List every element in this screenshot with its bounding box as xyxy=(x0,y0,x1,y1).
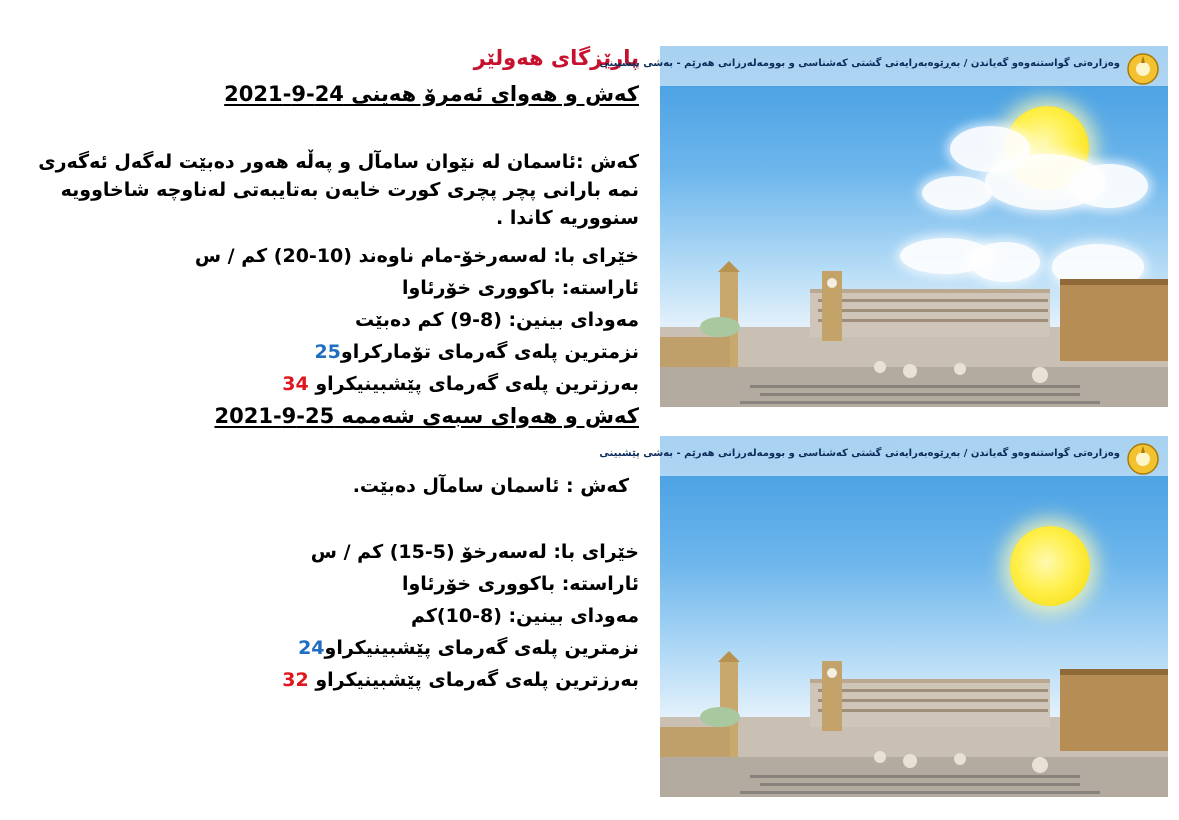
ministry-caption: وەزارەتی گواستنەوەو گەیاندن / بەڕێوەبەرایەتی گشتی کەشناسی و بوومەلەرزانی هەرێم - بەشی پێشبینی xyxy=(599,448,1120,459)
tomorrow-wind: خێرای با: لەسەرخۆ (5-15) کم / س xyxy=(310,541,639,563)
today-min-label: نزمترین پلەی گەرمای تۆمارکراو xyxy=(340,341,639,363)
today-direction: ئاراستە: باکووری خۆرئاوا xyxy=(401,277,639,299)
tomorrow-max-value: 32 xyxy=(282,669,309,691)
page-title: پارێزگای هەولێر xyxy=(473,46,639,70)
today-max-value: 34 xyxy=(282,373,309,395)
today-weather-image xyxy=(599,46,1168,407)
sun-icon xyxy=(1010,526,1090,606)
today-min-temp xyxy=(314,338,639,366)
erbil-citadel-cityscape xyxy=(660,657,1168,797)
today-heading: کەش و هەوای ئەمرۆ هەینی 24-9-2021 xyxy=(224,82,639,106)
tomorrow-weather-image xyxy=(599,436,1168,797)
tomorrow-min-temp xyxy=(298,634,639,662)
tomorrow-weather: کەش : ئاسمان سامآل دەبێت. xyxy=(352,475,629,497)
tomorrow-max-label: بەرزترین پلەی گەرمای پێشبینیکراو xyxy=(308,669,639,691)
tomorrow-max-temp xyxy=(282,666,639,694)
erbil-citadel-cityscape xyxy=(660,267,1168,407)
today-visibility: مەودای بینین: (8-9) کم دەبێت xyxy=(355,309,639,331)
today-weather: کەش :ئاسمان لە نێوان سامآل و پەڵە هەور دەبێت لەگەل ئەگەری نمە بارانی پچر پچری کورت خایەن بەتایبەتی لەناوچە شاخاوویە سنووریە کاندا . xyxy=(38,151,639,229)
tomorrow-heading: کەش و هەوای سبەی شەممە 25-9-2021 xyxy=(214,404,639,428)
kurdistan-emblem-icon xyxy=(1126,442,1160,476)
ministry-caption: وەزارەتی گواستنەوەو گەیاندن / بەڕێوەبەرایەتی گشتی کەشناسی و بوومەلەرزانی هەرێم - بەشی پێشبینی xyxy=(599,58,1120,69)
today-wind: خێرای با: لەسەرخۆ-مام ناوەند (10-20) کم / س xyxy=(194,245,639,267)
tomorrow-min-value: 24 xyxy=(298,637,325,659)
tomorrow-min-label: نزمترین پلەی گەرمای پێشبینیکراو xyxy=(324,637,639,659)
tomorrow-direction: ئاراستە: باکووری خۆرئاوا xyxy=(401,573,639,595)
today-min-value: 25 xyxy=(314,341,341,363)
tomorrow-visibility: مەودای بینین: (8-10)کم xyxy=(410,605,639,627)
today-max-label: بەرزترین پلەی گەرمای پێشبینیکراو xyxy=(308,373,639,395)
today-max-temp xyxy=(282,370,639,398)
